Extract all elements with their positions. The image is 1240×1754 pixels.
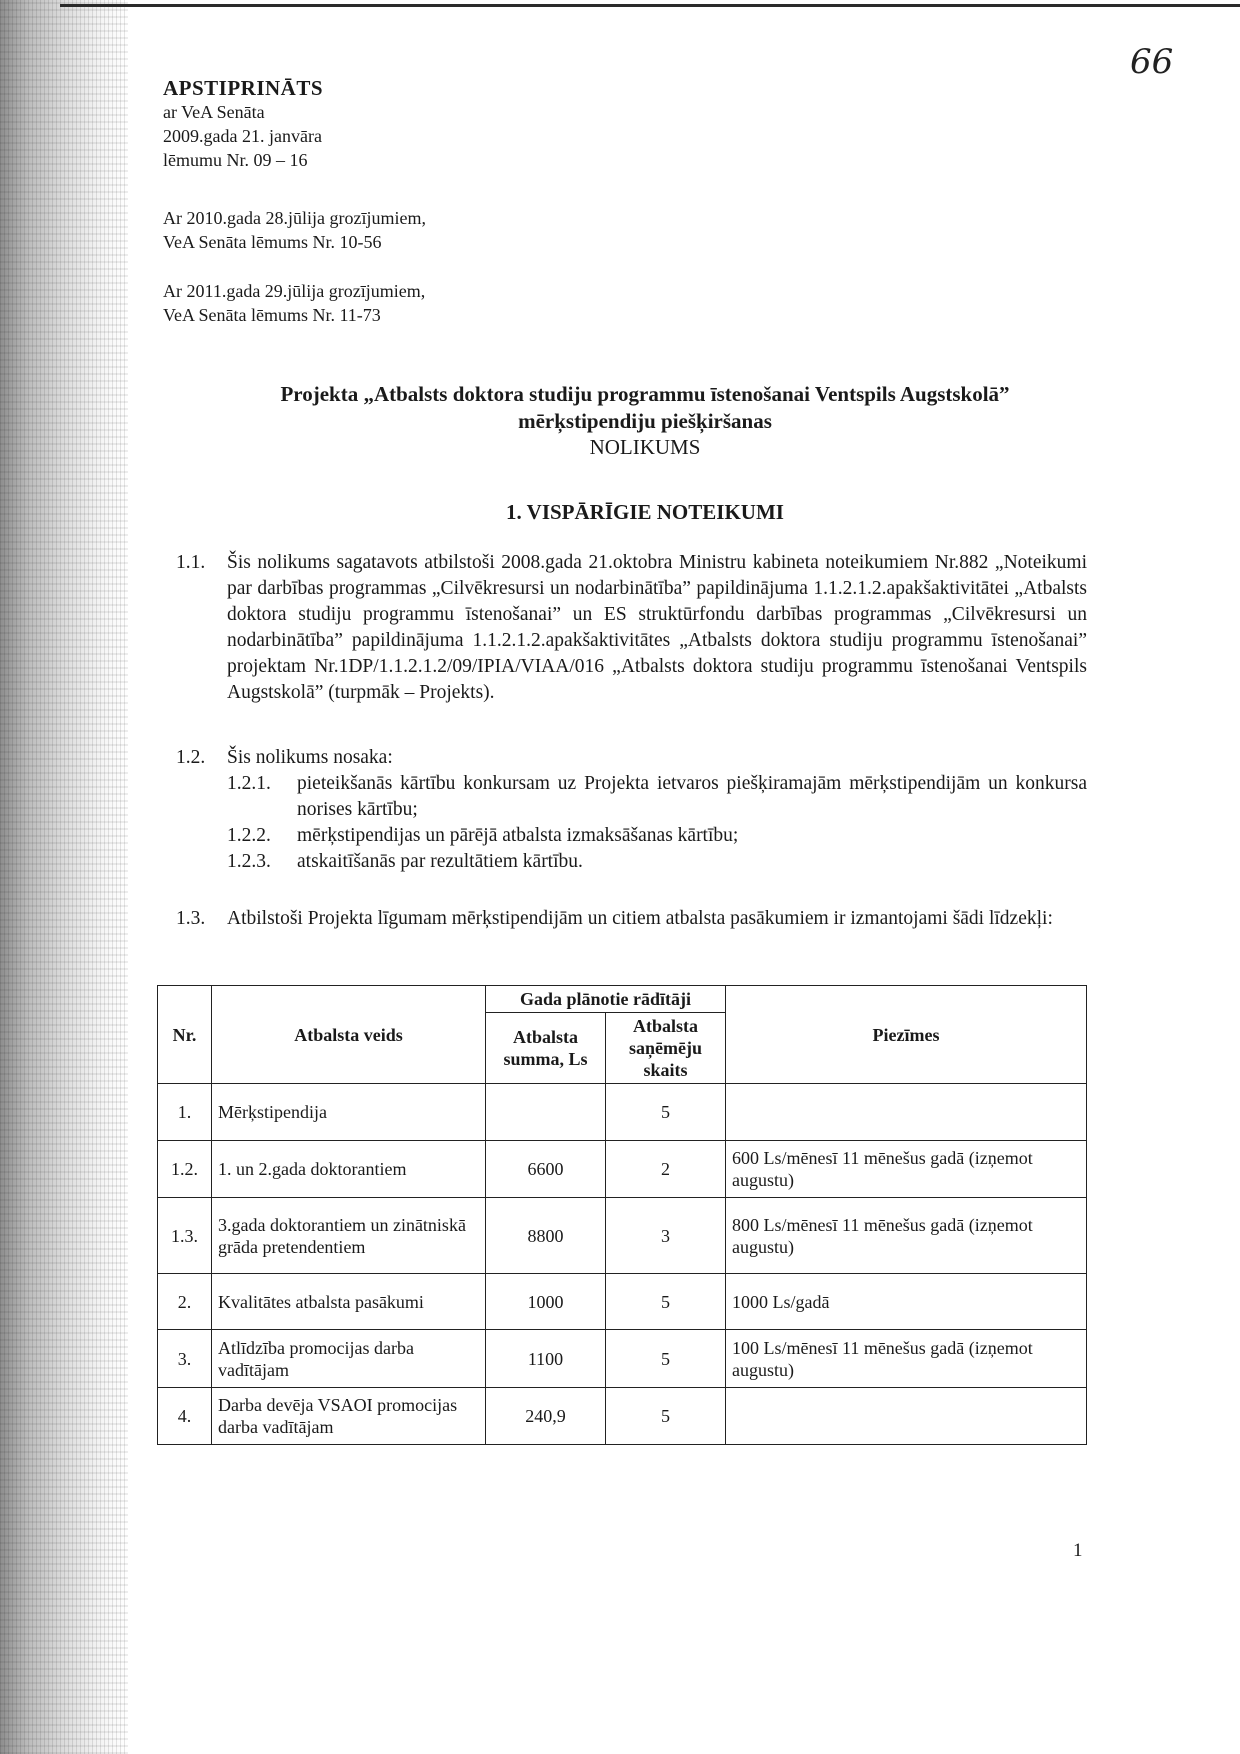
amendment-block bbox=[163, 206, 426, 254]
cell-sum: 8800 bbox=[486, 1198, 606, 1274]
cell-count: 5 bbox=[606, 1330, 726, 1388]
cell-sum: 6600 bbox=[486, 1141, 606, 1198]
clause-number: 1.1. bbox=[176, 552, 206, 573]
header-nr: Nr. bbox=[158, 986, 212, 1084]
cell-nr: 1.2. bbox=[158, 1141, 212, 1198]
header-support-sum: Atbalsta summa, Ls bbox=[486, 1013, 606, 1084]
top-scan-rule bbox=[60, 4, 1240, 7]
cell-count: 5 bbox=[606, 1084, 726, 1141]
cell-type: 3.gada doktorantiem un zinātniskā grāda pretendentiem bbox=[212, 1198, 486, 1274]
amendment-block bbox=[163, 279, 425, 327]
header-notes: Piezīmes bbox=[726, 986, 1087, 1084]
approval-heading: APSTIPRINĀTS bbox=[163, 76, 324, 100]
cell-count: 3 bbox=[606, 1198, 726, 1274]
document-type: NOLIKUMS bbox=[589, 435, 701, 459]
scanned-binding-edge bbox=[0, 0, 128, 1754]
document-title: Projekta „Atbalsts doktora studiju programmu īstenošanai Ventspils Augstskolā” bbox=[280, 382, 1010, 406]
cell-notes: 1000 Ls/gadā bbox=[726, 1274, 1087, 1330]
clause-number: 1.2. bbox=[176, 747, 206, 768]
funding-table bbox=[157, 985, 1087, 1445]
table-row bbox=[158, 1330, 1087, 1388]
subclause-text: atskaitīšanās par rezultātiem kārtību. bbox=[297, 851, 583, 872]
amendment-line: VeA Senāta lēmums Nr. 11-73 bbox=[163, 305, 381, 325]
subclause-number: 1.2.2. bbox=[227, 825, 271, 846]
cell-type: Atlīdzība promocijas darba vadītājam bbox=[212, 1330, 486, 1388]
cell-sum: 1100 bbox=[486, 1330, 606, 1388]
section-heading: 1. VISPĀRĪGIE NOTEIKUMI bbox=[506, 500, 784, 524]
clause-text: Šis nolikums nosaka: bbox=[227, 747, 393, 768]
cell-notes bbox=[726, 1084, 1087, 1141]
cell-nr: 1.3. bbox=[158, 1198, 212, 1274]
cell-sum bbox=[486, 1084, 606, 1141]
table-row bbox=[158, 1274, 1087, 1330]
cell-type: Mērķstipendija bbox=[212, 1084, 486, 1141]
cell-type: Kvalitātes atbalsta pasākumi bbox=[212, 1274, 486, 1330]
cell-notes: 600 Ls/mēnesī 11 mēnešus gadā (izņemot augustu) bbox=[726, 1141, 1087, 1198]
cell-notes bbox=[726, 1388, 1087, 1445]
clause-text: Šis nolikums sagatavots atbilstoši 2008.gada 21.oktobra Ministru kabineta noteikumiem Nr.882 „Noteikumi par darbības programmas „Cilvēkresursi un nodarbinātība” papildinājuma 1.1.2.1.2.apakšaktivitātei „Atbalsts doktora studiju programmu īstenošanai” un ES struktūrfondu darbības programmas „Cilvēkresursi un nodarbinātība” papildinājuma 1.1.2.1.2.apakšaktivitātes „Atbalsts doktora studiju programmu īstenošanai” projektam Nr.1DP/1.1.2.1.2/09/IPIA/VIAA/016 „Atbalsts doktora studiju programmu īstenošanai Ventspils Augstskolā” (turpmāk – Projekts). bbox=[227, 552, 1087, 703]
approval-line: ar VeA Senāta bbox=[163, 102, 265, 122]
cell-count: 2 bbox=[606, 1141, 726, 1198]
header-recipient-count: Atbalsta saņēmēju skaits bbox=[606, 1013, 726, 1084]
table-row bbox=[158, 1388, 1087, 1445]
cell-nr: 3. bbox=[158, 1330, 212, 1388]
subclause-text: pieteikšanās kārtību konkursam uz Projekta ietvaros piešķiramajām mērķstipendijām un konkursa norises kārtību; bbox=[297, 773, 1087, 820]
document-subtitle: mērķstipendiju piešķiršanas bbox=[518, 409, 772, 433]
table-row bbox=[158, 1198, 1087, 1274]
clause-text: Atbilstoši Projekta līgumam mērķstipendijām un citiem atbalsta pasākumiem ir izmantojami šādi līdzekļi: bbox=[227, 908, 1053, 929]
cell-notes: 100 Ls/mēnesī 11 mēnešus gadā (izņemot augustu) bbox=[726, 1330, 1087, 1388]
cell-type: 1. un 2.gada doktorantiem bbox=[212, 1141, 486, 1198]
cell-sum: 240,9 bbox=[486, 1388, 606, 1445]
table-row bbox=[158, 1141, 1087, 1198]
cell-sum: 1000 bbox=[486, 1274, 606, 1330]
clause-number: 1.3. bbox=[176, 908, 206, 929]
handwritten-page-number: 66 bbox=[1130, 42, 1174, 82]
amendment-line: Ar 2010.gada 28.jūlija grozījumiem, bbox=[163, 208, 426, 228]
table-row bbox=[158, 1084, 1087, 1141]
cell-type: Darba devēja VSAOI promocijas darba vadītājam bbox=[212, 1388, 486, 1445]
amendment-line: Ar 2011.gada 29.jūlija grozījumiem, bbox=[163, 281, 426, 301]
approval-block bbox=[163, 76, 323, 172]
header-annual-indicators: Gada plānotie rādītāji bbox=[486, 986, 726, 1013]
cell-nr: 1. bbox=[158, 1084, 212, 1141]
cell-nr: 2. bbox=[158, 1274, 212, 1330]
subclause-text: mērķstipendijas un pārējā atbalsta izmaksāšanas kārtību; bbox=[297, 825, 739, 846]
cell-nr: 4. bbox=[158, 1388, 212, 1445]
header-support-type: Atbalsta veids bbox=[212, 986, 486, 1084]
subclause-number: 1.2.1. bbox=[227, 773, 271, 794]
cell-count: 5 bbox=[606, 1274, 726, 1330]
page-number: 1 bbox=[1073, 1540, 1083, 1561]
cell-count: 5 bbox=[606, 1388, 726, 1445]
cell-notes: 800 Ls/mēnesī 11 mēnešus gadā (izņemot augustu) bbox=[726, 1198, 1087, 1274]
approval-line: 2009.gada 21. janvāra bbox=[163, 126, 322, 146]
approval-line: lēmumu Nr. 09 – 16 bbox=[163, 150, 308, 170]
amendment-line: VeA Senāta lēmums Nr. 10-56 bbox=[163, 232, 382, 252]
subclause-number: 1.2.3. bbox=[227, 851, 271, 872]
